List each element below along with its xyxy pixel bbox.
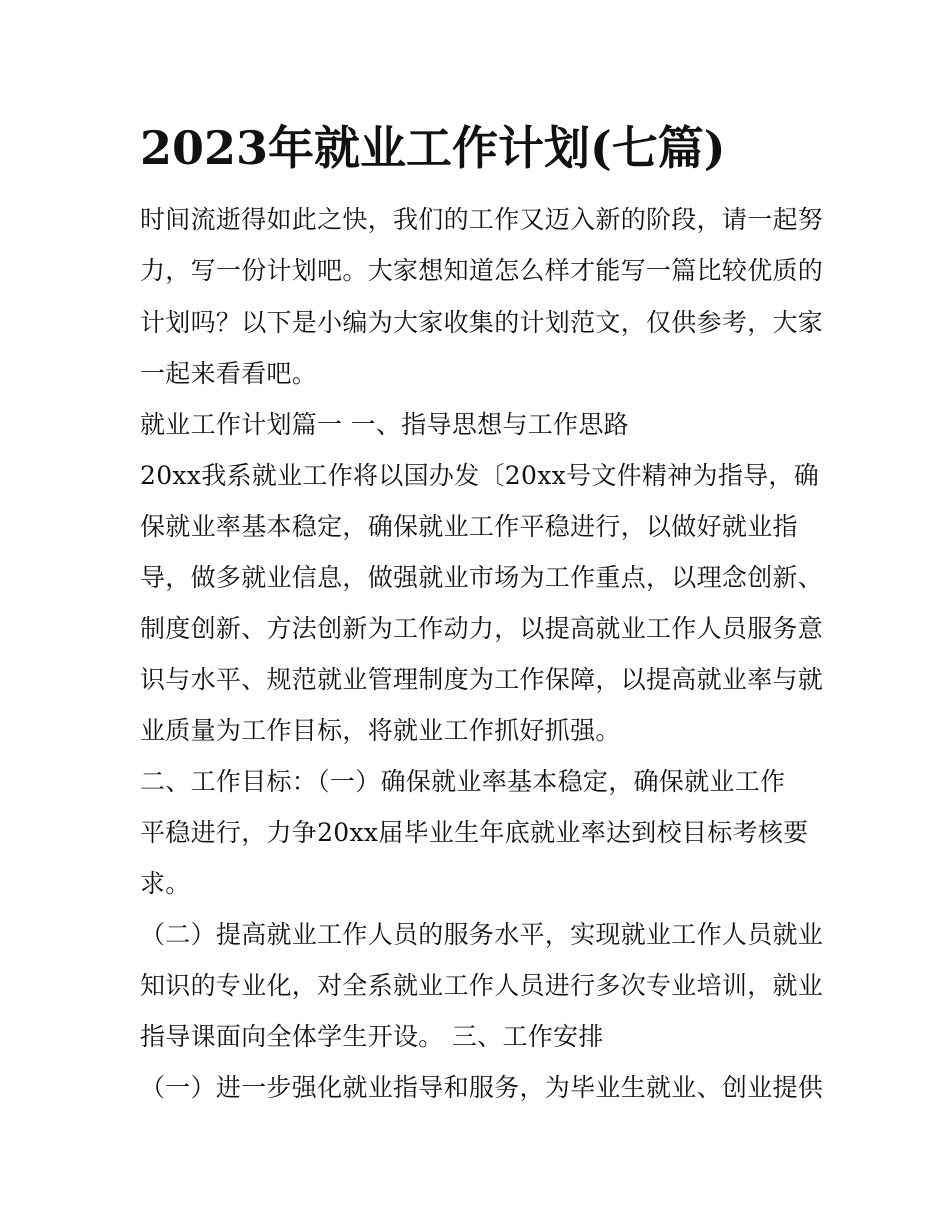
body-line-10: 识与水平、规范就业管理制度为工作保障，以提高就业率与就: [140, 665, 824, 694]
body-line-9: 制度创新、方法创新为工作动力，以提高就业工作人员服务意: [140, 614, 824, 643]
section-heading-1: 就业工作计划篇一 一、指导思想与工作思路: [140, 410, 629, 439]
body-line-6: 20xx我系就业工作将以国办发〔20xx号文件精神为指导，确: [140, 461, 820, 490]
body-line-2: 力，写一份计划吧。大家想知道怎么样才能写一篇比较优质的: [140, 256, 824, 285]
body-line-18: （一）进一步强化就业指导和服务，为毕业生就业、创业提供: [140, 1073, 824, 1102]
body-line-7: 保就业率基本稳定，确保就业工作平稳进行，以做好就业指: [140, 512, 798, 541]
section-heading-2: 二、工作目标：（一）确保就业率基本稳定，确保就业工作: [140, 767, 786, 796]
body-line-15: （二）提高就业工作人员的服务水平，实现就业工作人员就业: [140, 920, 824, 949]
body-line-8: 导，做多就业信息，做强就业市场为工作重点，以理念创新、: [140, 563, 824, 592]
body-line-4: 一起来看看吧。: [140, 359, 318, 388]
body-line-14: 求。: [140, 869, 191, 898]
document-title: 2023年就业工作计划(七篇): [140, 121, 726, 175]
body-line-1: 时间流逝得如此之快，我们的工作又迈入新的阶段，请一起努: [140, 205, 824, 234]
body-line-13: 平稳进行，力争20xx届毕业生年底就业率达到校目标考核要: [140, 818, 809, 847]
body-line-3: 计划吗？以下是小编为大家收集的计划范文，仅供参考，大家: [140, 308, 824, 337]
body-line-11: 业质量为工作目标，将就业工作抓好抓强。: [140, 716, 621, 745]
body-line-17: 指导课面向全体学生开设。 三、工作安排: [140, 1022, 604, 1051]
body-line-16: 知识的专业化，对全系就业工作人员进行多次专业培训，就业: [140, 971, 824, 1000]
